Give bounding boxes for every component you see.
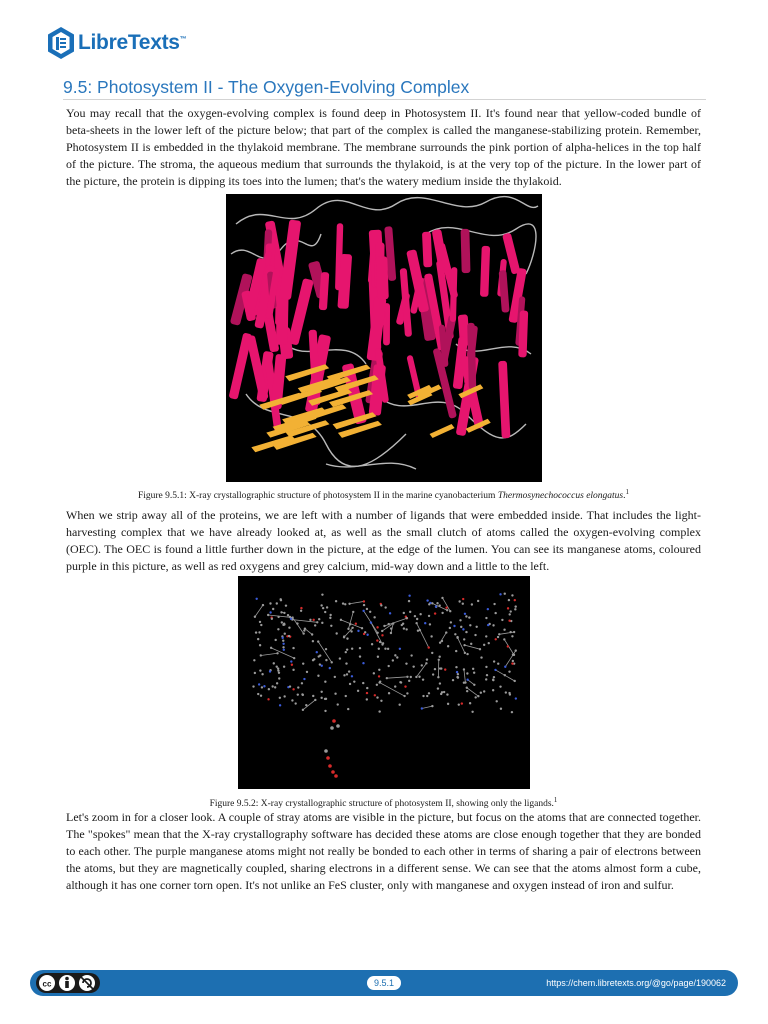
figure-ligands-structure xyxy=(238,576,530,789)
libretexts-logo[interactable] xyxy=(46,26,186,60)
figure-2-caption: Figure 9.5.2: X-ray crystallographic structure of photosystem II, showing only the ligands.$^1$ xyxy=(209,796,558,810)
svg-text:cc: cc xyxy=(42,979,52,989)
figure-1-caption: Figure 9.5.1: X-ray crystallographic structure of photosystem II in the marine cyanobacterium Thermosynechococcus elongatus.$^1$ xyxy=(137,488,630,502)
libretexts-logo-icon xyxy=(46,26,76,60)
page-title: 9.5: Photosystem II - The Oxygen-Evolving Complex xyxy=(63,77,470,97)
page-url[interactable]: https://chem.libretexts.org/@go/page/190062 xyxy=(546,978,726,988)
figure-photosystem-structure xyxy=(226,194,542,482)
page-footer xyxy=(30,970,738,996)
title-divider xyxy=(63,99,706,100)
paragraph-ligands: When we strip away all of the proteins, we are left with a number of ligands that were embedded inside. That includes the light-harvesting complex that we have already looked at, as well as the small clutch of atoms called the oxygen-evolving complex (OEC). The OEC is found a little further down in the picture, at the edge of the lumen. You can see its manganese atoms, coloured purple in this picture, as well as red oxygens and grey calcium, mid-way down and a little to the left. xyxy=(66,508,701,573)
page-number: 9.5.1 xyxy=(367,976,401,990)
paragraph-intro: You may recall that the oxygen-evolving complex is found deep in Photosystem II. It's found near that yellow-coded bundle of beta-sheets in the lower left of the picture below; that part of the complex is called the manganese-stabilizing protein. Remember, Photosystem II is embedded in the thylakoid membrane. The membrane surrounds the pink portion of alpha-helices in the top half of the picture. The stroma, the aqueous medium that surrounds the thylakoid, is at the very top of the picture. In the lower part of the picture, the protein is dipping its toes into the lumen; that's the watery medium inside the thylakoid. xyxy=(66,106,701,188)
paragraph-closer-look: Let's zoom in for a closer look. A couple of stray atoms are visible in the picture, but focus on the atoms that are connected together. The "spokes" mean that the X-ray crystallography software has decided these atoms are close enough together that they are bonded to each other. The purple manganese atoms might not really be bonded to each other in terms of sharing a pair of electrons between the atoms, but they are magnetically coupled, sharing electrons in a different sense. We can see that the atoms almost form a cube, although it has one corner torn open. It's not unlike an FeS cluster, only with manganese and oxygen instead of iron and sulfur. xyxy=(66,810,701,892)
cc-by-nc-sa-license-icon[interactable] xyxy=(36,973,100,993)
logo-text: LibreTexts™ xyxy=(78,31,187,54)
